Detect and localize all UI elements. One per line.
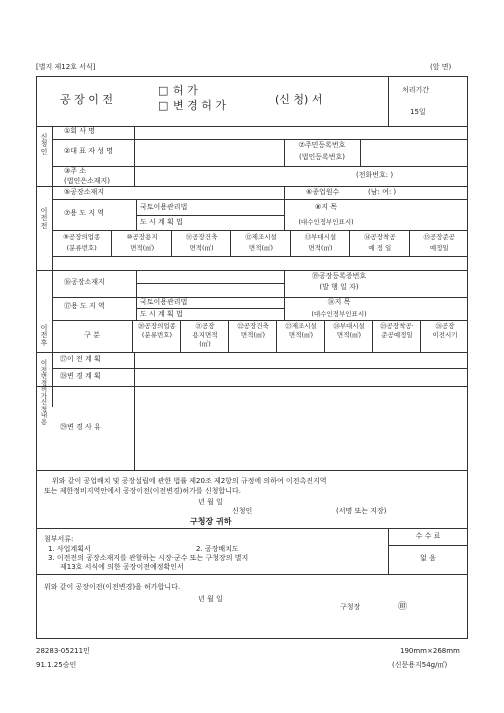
before-location-label: ⑤공장소재지 (64, 188, 105, 196)
fee-value: 없 음 (420, 554, 436, 562)
before-col-7-line-2: 예정일 (429, 244, 449, 252)
after-col-7-line-2: 이전시기 (432, 331, 458, 339)
before-law-national: 국토이용관리법 (140, 203, 188, 211)
before-law-city: 도 시 계 획 법 (140, 218, 183, 226)
after-col-3-line-2: 면적(㎡) (240, 331, 266, 339)
after-col-5-line-2: 면적(㎡) (336, 331, 362, 339)
issuer-label: 구청장 (340, 603, 361, 611)
after-registration-label: ⑲공장등록증번호 (311, 272, 367, 280)
change-reason-label: ㉙변 경 사 유 (60, 423, 101, 431)
attachment-1: 1. 사업계획서 (48, 545, 91, 553)
before-col-2-line-2: 면적(㎡) (130, 244, 155, 252)
attachment-3: 3. 이전전의 공장소재지를 관할하는 시장·군수 또는 구청장의 별지 (48, 554, 249, 562)
applicant-section-label: 신청인 (40, 133, 48, 156)
before-land-note: (대수인정부인표시) (298, 218, 354, 226)
after-col-5 (324, 320, 372, 352)
change-plan-label: ㉘변 경 계 획 (60, 372, 101, 380)
after-land-label: ⑱지 목 (327, 298, 351, 306)
after-columns (52, 320, 468, 352)
before-col-5 (290, 230, 349, 256)
before-col-4 (230, 230, 289, 256)
before-col-7-line-1: ⑮공장준공 (423, 233, 456, 241)
change-request-section-label: 이전변경허가신청내용 (40, 359, 48, 426)
before-land-label: ⑧지 목 (314, 203, 338, 211)
applicant-signature-label: 신청인 (232, 507, 253, 515)
attachments-title: 첨부서류: (44, 535, 74, 543)
before-workers-label: ⑥종업원수 (306, 188, 340, 196)
after-col-5-line-1: ㉔부대시설 (333, 322, 365, 330)
registration-number-label: ⑦주민등록번호 (298, 141, 346, 149)
row-header-label: 구 분 (84, 331, 100, 339)
after-col-1 (132, 320, 180, 352)
approval-date: 91.1.25승인 (36, 661, 77, 669)
declaration-line-2: 또는 제한정비지역안에서 공장이전(이전변경)허가를 신청합니다. (44, 487, 241, 495)
after-col-7-line-1: ㉖공장 (435, 322, 455, 330)
addressee: 구청장 귀하 (190, 517, 232, 526)
before-col-2 (111, 230, 170, 256)
permit-statement: 위와 같이 공장이전(이전변경)을 허가합니다. (44, 583, 181, 591)
application-date: 년 월 일 (198, 498, 223, 506)
before-col-4-line-2: 면적(㎡) (248, 244, 274, 252)
corp-location-label: (법인은소재지) (64, 177, 111, 185)
option-permit-label: 허 가 (173, 84, 198, 97)
company-name-label: ①회 사 명 (64, 127, 96, 135)
after-law-city: 도 시 계 획 법 (140, 310, 183, 318)
title-divider (388, 76, 389, 126)
form-title-prefix: 공 장 이 전 (60, 93, 113, 106)
phone-label: (전화번호: ) (356, 171, 394, 179)
after-col-1-line-1: ⑳공장의업종 (138, 322, 176, 330)
after-col-2-line-3: (㎡) (199, 340, 211, 348)
after-col-6 (372, 320, 420, 352)
before-col-6-line-2: 예 정 일 (368, 244, 392, 252)
before-col-5-line-2: 면적(㎡) (308, 244, 333, 252)
attachment-3-cont: 제13호 서식에 의한 공장이전예정확인서 (60, 563, 184, 571)
form-number: [별지 제12호 서식] (36, 63, 96, 71)
representative-name-label: ②대 표 자 성 명 (64, 147, 113, 155)
before-col-3-line-1: ⑪공장건축 (185, 233, 218, 241)
after-row-header (52, 320, 132, 352)
paper-type: (신문용지54g/㎡) (392, 661, 448, 669)
corp-registration-label: (법인등록번호) (298, 153, 346, 161)
before-col-5-line-1: ⑬부대시설 (304, 233, 337, 241)
before-col-3-line-2: 면적(㎡) (189, 244, 214, 252)
after-col-2-line-2: 용지면적 (192, 331, 218, 339)
before-col-6-line-1: ⑭공장착공 (364, 233, 396, 241)
before-columns (52, 230, 468, 256)
fee-label: 수 수 료 (415, 532, 441, 540)
before-workers-value: (남: 여: ) (368, 188, 397, 196)
option-permit-checkbox[interactable]: □ (158, 84, 169, 97)
after-col-1-line-2: (분류번호) (141, 331, 173, 339)
form-title-suffix: (신 청) 서 (275, 93, 323, 106)
before-zone-label: ⑦용 도 지 역 (64, 209, 104, 217)
relocation-plan-label: ㉗이 전 계 획 (60, 355, 101, 363)
after-zone-label: ⑰용 도 지 역 (64, 302, 105, 310)
after-col-7 (420, 320, 468, 352)
after-col-4-line-2: 면적(㎡) (288, 331, 314, 339)
after-col-6-line-2: 준공예정일 (381, 331, 413, 339)
after-land-note: (대수인정부인표시) (311, 310, 367, 318)
page-indicator: (앞 면) (430, 63, 452, 71)
before-col-3 (171, 230, 230, 256)
after-col-2-line-1: ㉑공장 (195, 322, 215, 330)
address-label: ③주 소 (64, 167, 87, 175)
option-change-checkbox[interactable]: □ (158, 99, 169, 112)
after-registration-date: (발 행 일 자) (319, 283, 359, 291)
before-col-7 (409, 230, 468, 256)
after-col-6-line-1: ㉕공장착공· (380, 322, 414, 330)
after-col-4-line-1: ㉓제조시설 (285, 322, 317, 330)
declaration-line-1: 위와 같이 공업배치 및 공장설립에 관한 법률 제20조 제2항의 규정에 의하여 이전촉진지역 (52, 477, 327, 485)
processing-period-label: 처리기간 (402, 86, 430, 94)
permit-date: 년 월 일 (198, 595, 223, 603)
before-col-2-line-1: ⑩공장용지 (126, 233, 158, 241)
before-col-1-line-1: ⑨공장의업종 (63, 233, 101, 241)
before-col-1-line-2: (분류번호) (66, 244, 97, 252)
option-change-label: 변 경 허 가 (173, 99, 226, 112)
form-code: 28283-05211민 (36, 647, 90, 655)
seal-mark: ㊞ (398, 602, 408, 612)
paper-size: 190mm×268mm (400, 647, 460, 655)
after-col-4 (276, 320, 324, 352)
after-col-2 (180, 320, 228, 352)
signature-note: (서명 또는 지장) (336, 507, 387, 515)
after-col-3 (228, 320, 276, 352)
after-section-label: 이전후 (40, 324, 48, 347)
before-col-6 (349, 230, 408, 256)
processing-period-value: 15일 (410, 108, 426, 116)
before-section-label: 이전전 (40, 207, 48, 230)
attachment-2: 2. 공장배치도 (196, 545, 239, 553)
after-location-label: ⑯공장소재지 (64, 278, 105, 286)
after-col-3-line-1: ㉒공장건축 (237, 322, 269, 330)
before-col-1 (52, 230, 111, 256)
before-col-4-line-1: ⑫제조시설 (245, 233, 277, 241)
after-law-national: 국토이용관리법 (140, 298, 188, 306)
